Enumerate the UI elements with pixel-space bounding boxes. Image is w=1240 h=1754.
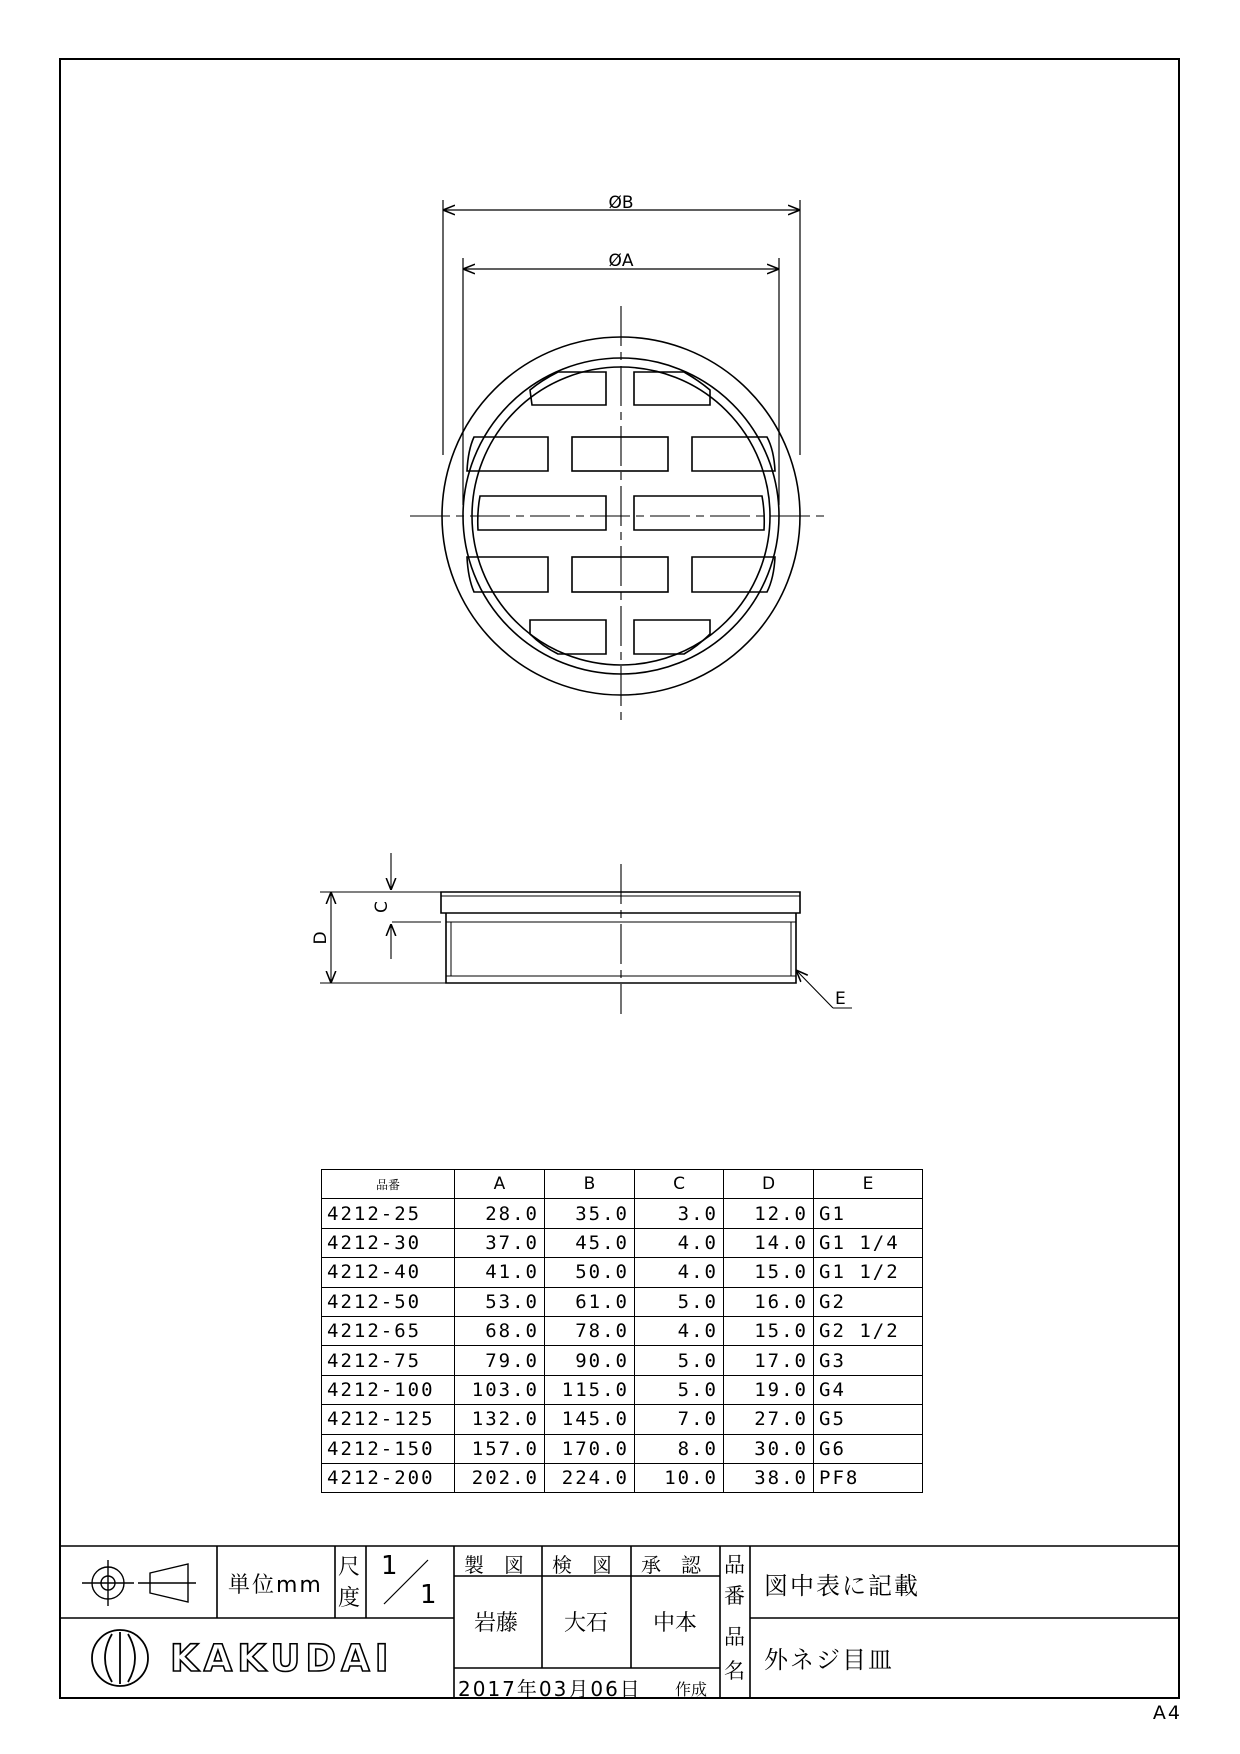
dim-e-label: E	[835, 989, 846, 1009]
cell-b: 90.0	[545, 1346, 635, 1375]
header-a: A	[455, 1170, 545, 1199]
cell-a: 103.0	[455, 1375, 545, 1404]
dim-c-label: C	[372, 901, 392, 913]
created-date: 2017年03月06日	[458, 1677, 642, 1701]
cell-a: 37.0	[455, 1228, 545, 1257]
cell-a: 132.0	[455, 1405, 545, 1434]
cell-b: 145.0	[545, 1405, 635, 1434]
cell-c: 4.0	[635, 1316, 724, 1345]
company-name: KAKUDAI	[170, 1637, 394, 1680]
cell-c: 3.0	[635, 1199, 724, 1228]
cell-a: 202.0	[455, 1463, 545, 1492]
cell-b: 78.0	[545, 1316, 635, 1345]
top-view	[410, 200, 830, 722]
cell-d: 15.0	[724, 1258, 814, 1287]
dim-a-label: ØA	[608, 251, 634, 271]
cell-c: 5.0	[635, 1287, 724, 1316]
approved-by-name: 中本	[653, 1611, 698, 1636]
cell-d: 19.0	[724, 1375, 814, 1404]
cell-e: G4	[814, 1375, 923, 1404]
spec-table	[321, 1169, 923, 1493]
dim-b-label: ØB	[608, 193, 634, 213]
table-row	[322, 1199, 923, 1228]
cell-a: 79.0	[455, 1346, 545, 1375]
scale-label-top: 尺	[338, 1555, 361, 1580]
cell-b: 61.0	[545, 1287, 635, 1316]
table-row	[322, 1287, 923, 1316]
cell-b: 35.0	[545, 1199, 635, 1228]
cell-b: 50.0	[545, 1258, 635, 1287]
cell-part-no: 4212-125	[322, 1405, 455, 1434]
checked-by-label: 検 図	[552, 1553, 612, 1577]
cell-c: 5.0	[635, 1346, 724, 1375]
cell-part-no: 4212-75	[322, 1346, 455, 1375]
cell-b: 170.0	[545, 1434, 635, 1463]
cell-d: 14.0	[724, 1228, 814, 1257]
cell-c: 5.0	[635, 1375, 724, 1404]
created-label: 作成	[675, 1680, 708, 1699]
cell-e: G6	[814, 1434, 923, 1463]
table-row	[322, 1258, 923, 1287]
cell-d: 38.0	[724, 1463, 814, 1492]
table-row	[322, 1405, 923, 1434]
cell-d: 16.0	[724, 1287, 814, 1316]
cell-e: G2 1/2	[814, 1316, 923, 1345]
cell-a: 28.0	[455, 1199, 545, 1228]
table-row	[322, 1375, 923, 1404]
checked-by-name: 大石	[564, 1611, 609, 1636]
part-no-value: 図中表に記載	[764, 1572, 920, 1600]
header-c: C	[635, 1170, 724, 1199]
table-row	[322, 1346, 923, 1375]
table-row	[322, 1434, 923, 1463]
cell-e: G1	[814, 1199, 923, 1228]
table-row	[322, 1228, 923, 1257]
header-b: B	[545, 1170, 635, 1199]
table-row	[322, 1463, 923, 1492]
header-e: E	[814, 1170, 923, 1199]
cell-e: G5	[814, 1405, 923, 1434]
side-view	[320, 853, 852, 1014]
cell-e: PF8	[814, 1463, 923, 1492]
cell-a: 53.0	[455, 1287, 545, 1316]
cell-c: 10.0	[635, 1463, 724, 1492]
part-no-label-top: 品	[724, 1553, 745, 1577]
cell-d: 17.0	[724, 1346, 814, 1375]
cell-part-no: 4212-50	[322, 1287, 455, 1316]
cell-part-no: 4212-200	[322, 1463, 455, 1492]
approved-by-label: 承 認	[641, 1553, 701, 1577]
cell-b: 45.0	[545, 1228, 635, 1257]
header-part-no: 品番	[322, 1170, 455, 1199]
cell-part-no: 4212-30	[322, 1228, 455, 1257]
cell-a: 68.0	[455, 1316, 545, 1345]
cell-c: 7.0	[635, 1405, 724, 1434]
drafted-by-name: 岩藤	[474, 1611, 519, 1636]
cell-e: G1 1/4	[814, 1228, 923, 1257]
header-d: D	[724, 1170, 814, 1199]
cell-part-no: 4212-25	[322, 1199, 455, 1228]
cell-b: 115.0	[545, 1375, 635, 1404]
sheet-size: A4	[1152, 1702, 1182, 1724]
cell-a: 157.0	[455, 1434, 545, 1463]
part-name-label-top: 品	[724, 1625, 745, 1649]
table-header-row	[322, 1170, 923, 1199]
cell-part-no: 4212-40	[322, 1258, 455, 1287]
cell-d: 30.0	[724, 1434, 814, 1463]
cell-c: 8.0	[635, 1434, 724, 1463]
cell-d: 12.0	[724, 1199, 814, 1228]
dim-d-label: D	[311, 931, 331, 945]
cell-part-no: 4212-65	[322, 1316, 455, 1345]
scale-denominator: 1	[420, 1580, 437, 1610]
cell-e: G3	[814, 1346, 923, 1375]
cell-e: G1 1/2	[814, 1258, 923, 1287]
part-no-label-bottom: 番	[724, 1584, 745, 1608]
cell-e: G2	[814, 1287, 923, 1316]
cell-a: 41.0	[455, 1258, 545, 1287]
cell-c: 4.0	[635, 1258, 724, 1287]
cell-part-no: 4212-150	[322, 1434, 455, 1463]
cell-d: 27.0	[724, 1405, 814, 1434]
part-name-label-bottom: 名	[724, 1659, 745, 1683]
table-row	[322, 1316, 923, 1345]
cell-b: 224.0	[545, 1463, 635, 1492]
unit-label: 単位mm	[228, 1573, 323, 1598]
scale-label-bottom: 度	[338, 1586, 361, 1611]
cell-d: 15.0	[724, 1316, 814, 1345]
cell-c: 4.0	[635, 1228, 724, 1257]
cell-part-no: 4212-100	[322, 1375, 455, 1404]
part-name-value: 外ネジ目皿	[764, 1646, 894, 1674]
drafted-by-label: 製 図	[464, 1553, 524, 1577]
scale-numerator: 1	[381, 1551, 398, 1581]
